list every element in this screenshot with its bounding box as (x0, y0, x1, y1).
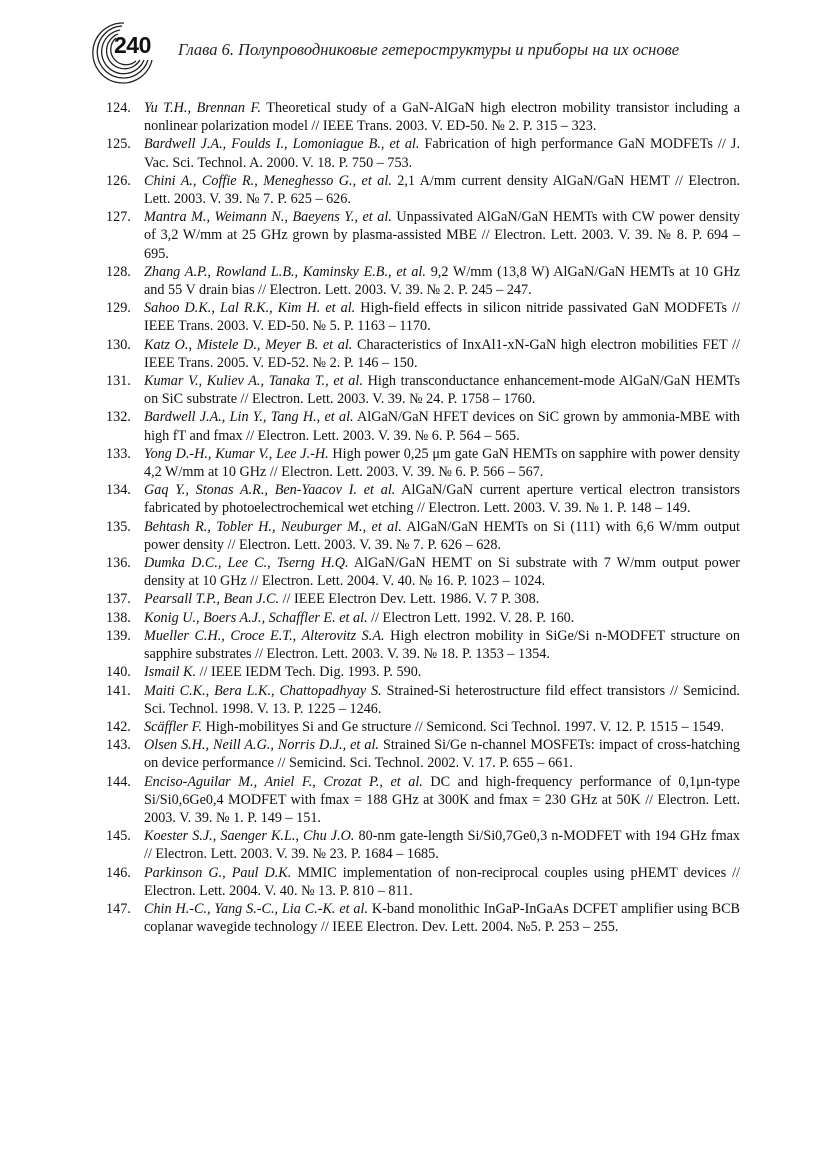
reference-item (106, 736, 740, 772)
reference-number: 141. (106, 682, 131, 699)
reference-number: 124. (106, 100, 131, 116)
reference-number: 140. (106, 664, 131, 681)
reference-text: K-band monolithic InGaP-InGaAs DCFET amplifier using BCB coplanar wavegide technology // IEEE Electron. Dev. Lett. 2004. №5. P. 253 – 255. (144, 900, 741, 936)
reference-text: Fabrication of high performance GaN MODFETs // J. Vac. Sci. Technol. A. 2000. V. 18. P. 750 – 753. (144, 136, 741, 171)
reference-authors: Chin H.-C., Yang S.-C., Lia C.-K. et al. (144, 900, 369, 917)
reference-number: 145. (106, 828, 131, 845)
reference-authors: Katz O., Mistele D., Meyer B. et al. (144, 336, 353, 353)
reference-item (106, 590, 740, 608)
reference-number: 125. (106, 136, 131, 153)
reference-list (106, 99, 740, 936)
reference-item (106, 518, 740, 554)
reference-text: Strained Si/Ge n-channel MOSFETs: impact of cross-hatching on device performance // Semicind. Sci. Technol. 2002. V. 17. P. 655 – 661. (144, 737, 741, 772)
reference-authors: Ismail K. (144, 664, 197, 681)
reference-item (106, 408, 740, 444)
reference-number: 143. (106, 737, 131, 754)
reference-text: High electron mobility in SiGe/Si n-MODFET structure on sapphire substrates // Electron. Lett. 2003. V. 39. № 18. P. 1353 – 1354. (144, 627, 740, 663)
reference-item (106, 682, 740, 718)
reference-number: 138. (106, 609, 131, 626)
reference-item (106, 718, 740, 736)
reference-item (106, 445, 740, 481)
reference-text: Unpassivated AlGaN/GaN HEMTs with CW power density of 3,2 W/mm at 25 GHz grown by plasma-assisted MBE // Electron. Lett. 2003. V. 39. № 8. P. 694 – 695. (144, 209, 740, 262)
reference-text: Theoretical study of a GaN-AlGaN high electron mobility transistor including a nonlinear polarization model // IEEE Trans. 2003. V. ED-50. № 2. P. 315 – 323. (144, 100, 740, 135)
reference-number: 133. (106, 445, 131, 462)
reference-item (106, 609, 740, 627)
reference-item (106, 864, 740, 900)
reference-text: // IEEE IEDM Tech. Dig. 1993. P. 590. (196, 664, 422, 681)
reference-text: High-field effects in silicon nitride passivated GaN MODFETs // IEEE Trans. 2003. V. ED-50. № 5. P. 1163 – 1170. (144, 300, 740, 335)
reference-text: AlGaN/GaN HEMTs on Si (111) with 6,6 W/mm output power density // Electron. Lett. 2003. V. 39. № 7. P. 626 – 628. (144, 518, 740, 553)
reference-text: 80-nm gate-length Si/Si0,7Ge0,3 n-MODFET with 194 GHz fmax // Electron. Lett. 2003. V. 39. № 23. P. 1684 – 1685. (144, 828, 740, 863)
reference-text: High-mobilityes Si and Ge structure // Semicond. Sci Technol. 1997. V. 12. P. 1515 – 1549. (202, 718, 725, 735)
reference-number: 128. (106, 263, 131, 280)
reference-authors: Olsen S.H., Neill A.G., Norris D.J., et al. (144, 737, 379, 754)
reference-number: 142. (106, 718, 131, 735)
reference-authors: Behtash R., Tobler H., Neuburger M., et al. (144, 518, 402, 535)
reference-authors: Koester S.J., Saenger K.L., Chu J.O. (144, 828, 355, 845)
reference-item (106, 336, 740, 372)
reference-text: MMIC implementation of non-reciprocal couples using pHEMT devices // Electron. Lett. 2004. V. 40. № 13. P. 810 – 811. (144, 864, 740, 899)
reference-authors: Sahoo D.K., Lal R.K., Kim H. et al. (144, 300, 356, 317)
reference-authors: Mantra M., Weimann N., Baeyens Y., et al. (144, 209, 392, 226)
reference-authors: Parkinson G., Paul D.K. (144, 864, 292, 881)
reference-item (106, 208, 740, 263)
reference-authors: Scäffler F. (144, 718, 203, 735)
reference-number: 132. (106, 409, 131, 426)
reference-authors: Bardwell J.A., Foulds I., Lomoniague B., et al. (144, 136, 420, 153)
reference-number: 134. (106, 482, 131, 499)
reference-text: AlGaN/GaN HFET devices on SiC grown by ammonia-MBE with high fT and fmax // Electron. Lett. 2003. V. 39. № 6. P. 564 – 565. (144, 409, 740, 444)
reference-number: 147. (106, 900, 131, 917)
reference-item (106, 554, 740, 590)
running-title: Глава 6. Полупроводниковые гетероструктуры и приборы на их основе (178, 40, 680, 59)
reference-authors: Maiti C.K., Bera L.K., Chattopadhyay S. (144, 682, 382, 699)
reference-text: DC and high-frequency performance of 0,1μn-type Si/Si0,6Ge0,4 MODFET with fmax = 188 GHz at 300K and fmax = 230 GHz at 50K // Electron. Lett. 2003. V. 39. № 1. P. 149 – 151. (144, 773, 740, 826)
reference-number: 127. (106, 209, 131, 226)
reference-item (106, 663, 740, 681)
reference-item (106, 773, 740, 828)
reference-number: 136. (106, 555, 131, 572)
reference-authors: Kumar V., Kuliev A., Tanaka T., et al. (144, 373, 363, 390)
reference-authors: Pearsall T.P., Bean J.C. (144, 591, 280, 608)
page-number: 240 (114, 32, 151, 58)
reference-number: 126. (106, 172, 131, 189)
reference-number: 137. (106, 591, 131, 608)
reference-number: 139. (106, 627, 131, 644)
reference-number: 130. (106, 336, 131, 353)
reference-text: // Electron Lett. 1992. V. 28. P. 160. (367, 609, 575, 626)
reference-authors: Bardwell J.A., Lin Y., Tang H., et al. (144, 409, 354, 426)
page-header (88, 20, 748, 84)
reference-text: Strained-Si heterostructure fild effect transistors // Semicind. Sci. Technol. 1998. V. 13. P. 1225 – 1246. (144, 682, 740, 717)
reference-authors: Konig U., Boers A.J., Schaffler E. et al. (144, 609, 368, 626)
reference-authors: Yu T.H., Brennan F. (144, 100, 261, 116)
reference-authors: Chini A., Coffie R., Meneghesso G., et al. (144, 172, 392, 189)
reference-number: 129. (106, 300, 131, 317)
reference-authors: Mueller C.H., Croce E.T., Alterovitz S.A. (144, 627, 385, 644)
reference-item (106, 900, 740, 936)
reference-item (106, 263, 740, 299)
reference-text: // IEEE Electron Dev. Lett. 1986. V. 7 P. 308. (279, 591, 540, 608)
reference-text: Characteristics of InxAl1-xN-GaN high electron mobilities FET // IEEE Trans. 2005. V. ED-52. № 2. P. 146 – 150. (144, 336, 740, 371)
reference-text: AlGaN/GaN current aperture vertical electron transistors fabricated by photoelectrochemical wet etching // Electron. Lett. 2003. V. 39. № 1. P. 148 – 149. (144, 482, 740, 517)
reference-authors: Dumka D.C., Lee C., Tserng H.Q. (144, 555, 349, 572)
reference-authors: Zhang A.P., Rowland L.B., Kaminsky E.B., et al. (144, 263, 426, 280)
reference-text: High power 0,25 μm gate GaN HEMTs on sapphire with power density 4,2 W/mm at 10 GHz // Electron. Lett. 2003. V. 39. № 6. P. 566 – 567. (144, 445, 741, 481)
reference-item (106, 827, 740, 863)
reference-text: High transconductance enhancement-mode AlGaN/GaN HEMTs on SiC substrate // Electron. Lett. 2003. V. 39. № 24. P. 1758 – 1760. (144, 373, 741, 408)
reference-item (106, 372, 740, 408)
reference-number: 131. (106, 373, 131, 390)
reference-item (106, 99, 740, 135)
reference-item (106, 135, 740, 171)
reference-authors: Enciso-Aguilar M., Aniel F., Crozat P., et al. (144, 773, 423, 790)
reference-item (106, 627, 740, 663)
reference-number: 146. (106, 864, 131, 881)
reference-item (106, 481, 740, 517)
reference-authors: Gaq Y., Stonas A.R., Ben-Yaacov I. et al. (144, 482, 396, 499)
reference-number: 144. (106, 773, 131, 790)
reference-text: 2,1 A/mm current density AlGaN/GaN HEMT // Electron. Lett. 2003. V. 39. № 7. P. 625 – 626. (144, 172, 740, 208)
reference-item (106, 172, 740, 208)
reference-authors: Yong D.-H., Kumar V., Lee J.-H. (144, 445, 329, 462)
reference-text: 9,2 W/mm (13,8 W) AlGaN/GaN HEMTs at 10 GHz and 55 V drain bias // Electron. Lett. 2003. V. 39. № 2. P. 245 – 247. (144, 263, 741, 299)
reference-item (106, 299, 740, 335)
reference-text: AlGaN/GaN HEMT on Si substrate with 7 W/mm output power density at 10 GHz // Electron. Lett. 2004. V. 40. № 16. P. 1023 – 1024. (144, 555, 740, 590)
reference-number: 135. (106, 518, 131, 535)
